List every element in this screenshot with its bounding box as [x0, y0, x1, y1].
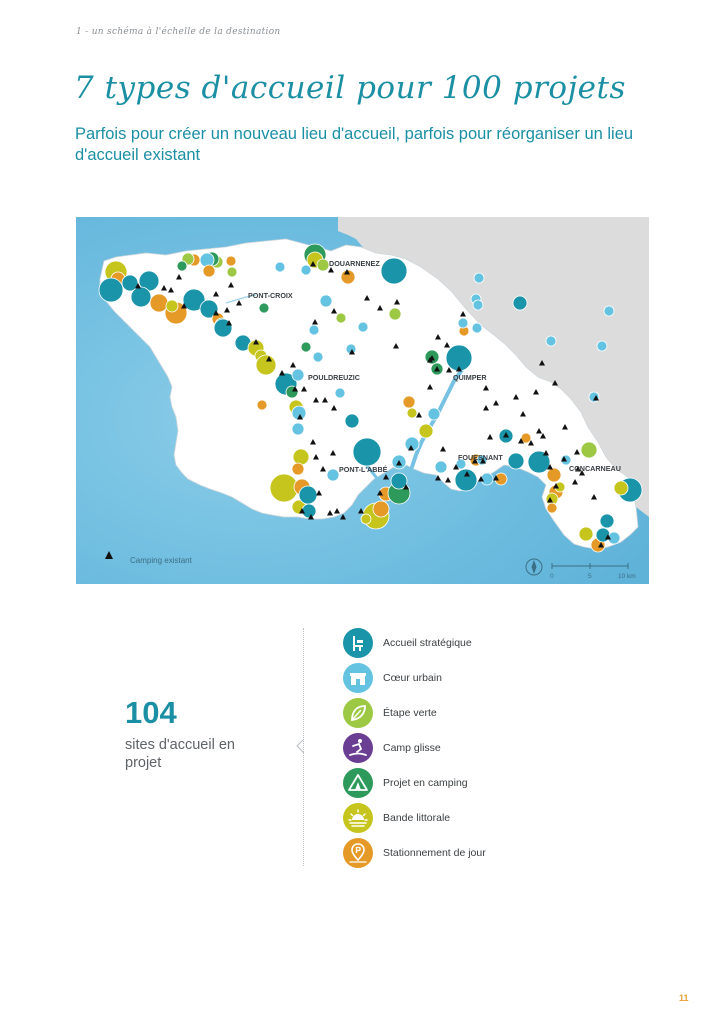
map-marker-storefront: [313, 352, 323, 362]
map-marker-chair: [299, 486, 317, 504]
stat-count: 104: [125, 695, 177, 730]
place-label-pont-labbe: PONT-L'ABBÉ: [339, 465, 388, 474]
place-label-quimper: QUIMPER: [453, 373, 487, 382]
legend-item-projet-camping: [343, 765, 486, 800]
map-marker-chair: [508, 453, 524, 469]
map-marker-storefront: [292, 423, 304, 435]
storefront-icon: [343, 663, 373, 693]
legend-item-coeur-urbain: [343, 660, 486, 695]
map-marker-parking-pin: [547, 503, 557, 513]
scale-tick-0: 0: [550, 573, 554, 580]
map-marker-leaf: [581, 442, 597, 458]
map-marker-leaf: [336, 313, 346, 323]
map-marker-storefront: [327, 469, 339, 481]
map-marker-parking-pin: [547, 468, 561, 482]
legend-item-camp-glisse: [343, 730, 486, 765]
legend: [343, 625, 486, 870]
legend-item-bande-littorale: [343, 800, 486, 835]
surfer-icon: [343, 733, 373, 763]
chair-icon: [343, 628, 373, 658]
map-marker-storefront: [597, 341, 607, 351]
map-marker-sunset: [256, 355, 276, 375]
map-marker-sunset: [166, 300, 178, 312]
map-marker-storefront: [546, 336, 556, 346]
map-marker-storefront: [200, 253, 214, 267]
place-label-concarneau: CONCARNEAU: [569, 464, 621, 473]
page-title: 7 types d'accueil pour 100 projets: [74, 70, 626, 106]
leaf-icon: [343, 698, 373, 728]
map-marker-storefront: [358, 322, 368, 332]
map-marker-parking-pin: [292, 463, 304, 475]
map-marker-leaf: [389, 308, 401, 320]
map-marker-chair: [302, 504, 316, 518]
map-marker-parking-pin: [403, 396, 415, 408]
map-marker-chair: [513, 296, 527, 310]
destination-map: [76, 217, 649, 584]
legend-label: Étape verte: [383, 706, 437, 719]
map-marker-storefront: [292, 369, 304, 381]
legend-label: Cœur urbain: [383, 671, 442, 684]
map-marker-tent: [259, 303, 269, 313]
running-header: 1 - un schéma à l'échelle de la destination: [76, 27, 281, 37]
map-marker-storefront: [474, 273, 484, 283]
legend-item-stationnement: [343, 835, 486, 870]
map-marker-tent: [177, 261, 187, 271]
scale-tick-10: 10 km: [618, 573, 636, 580]
map-marker-tent: [301, 342, 311, 352]
legend-label: Bande littorale: [383, 811, 451, 824]
map-marker-storefront: [481, 473, 493, 485]
legend-label: Stationnement de jour: [383, 846, 486, 859]
page-subtitle: Parfois pour créer un nouveau lieu d'accueil, parfois pour réorganiser un lieu d'accueil existant: [75, 125, 634, 164]
map-marker-chair: [381, 258, 407, 284]
map-marker-tent: [286, 386, 298, 398]
place-label-fouesnant: FOUESNANT: [458, 453, 503, 462]
map-marker-sunset: [407, 408, 417, 418]
map-marker-parking-pin: [257, 400, 267, 410]
map-marker-sunset: [419, 424, 433, 438]
map-figure: [76, 217, 649, 584]
map-marker-leaf: [227, 267, 237, 277]
legend-label: Accueil stratégique: [383, 636, 472, 649]
map-marker-sunset: [579, 527, 593, 541]
map-marker-storefront: [472, 323, 482, 333]
place-label-pont-croix: PONT-CROIX: [248, 291, 293, 300]
map-marker-sunset: [361, 514, 371, 524]
map-marker-chair: [353, 438, 381, 466]
tent-icon: [343, 768, 373, 798]
map-marker-storefront: [335, 388, 345, 398]
map-marker-chair: [345, 414, 359, 428]
map-marker-parking-pin: [226, 256, 236, 266]
divider-chevron-icon: [295, 738, 305, 754]
scale-tick-5: 5: [588, 573, 592, 580]
camping-legend-label: Camping existant: [130, 556, 192, 565]
sunset-icon: [343, 803, 373, 833]
place-label-douarnenez: DOUARNENEZ: [329, 259, 380, 268]
map-marker-storefront: [428, 408, 440, 420]
legend-item-etape-verte: [343, 695, 486, 730]
stat-label: sites d'accueil en projet: [125, 737, 235, 771]
map-marker-chair: [99, 278, 123, 302]
map-marker-parking-pin: [373, 501, 389, 517]
page-number: 11: [679, 993, 689, 1003]
map-marker-storefront: [473, 300, 483, 310]
map-marker-parking-pin: [203, 265, 215, 277]
map-marker-chair: [455, 469, 477, 491]
legend-label: Camp glisse: [383, 741, 441, 754]
map-marker-sunset: [293, 449, 309, 465]
place-label-pouldreuzic: POULDREUZIC: [308, 373, 360, 382]
map-marker-storefront: [301, 265, 311, 275]
map-marker-leaf: [317, 259, 329, 271]
map-marker-chair: [131, 287, 151, 307]
legend-label: Projet en camping: [383, 776, 468, 789]
map-marker-storefront: [458, 318, 468, 328]
map-marker-chair: [600, 514, 614, 528]
map-marker-sunset: [614, 481, 628, 495]
map-marker-storefront: [275, 262, 285, 272]
parking-pin-icon: [343, 838, 373, 868]
map-marker-storefront: [309, 325, 319, 335]
map-marker-storefront: [435, 461, 447, 473]
map-marker-storefront: [604, 306, 614, 316]
map-marker-storefront: [320, 295, 332, 307]
legend-item-accueil-strategique: [343, 625, 486, 660]
